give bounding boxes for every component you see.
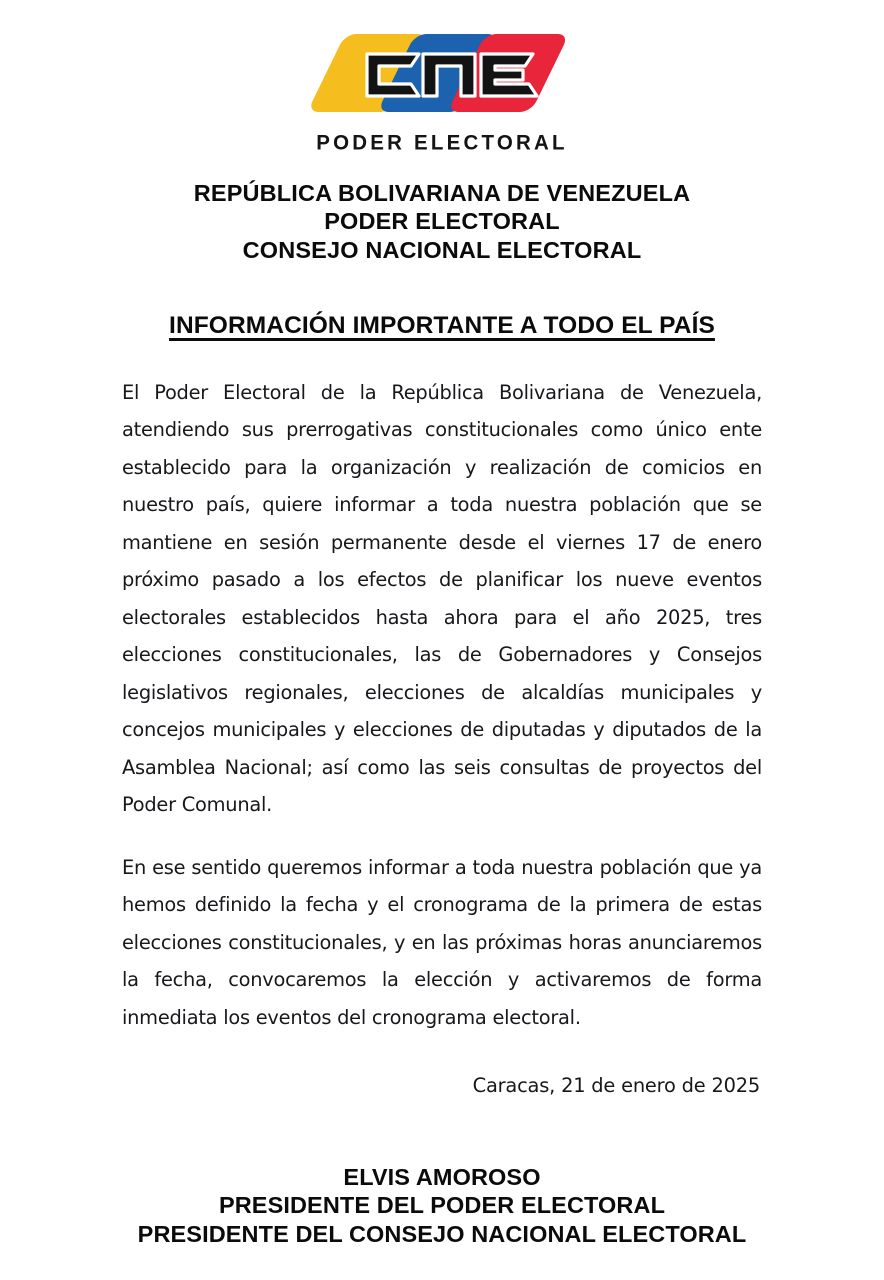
signatory-title-1: PRESIDENTE DEL PODER ELECTORAL xyxy=(218,1192,666,1219)
dateline: Caracas, 21 de enero de 2025 xyxy=(472,1074,760,1098)
signature-block xyxy=(12,1163,872,1250)
body-paragraph-2: En ese sentido queremos informar a toda nuestra población que ya hemos definido la fecha y el cronograma de la primera de estas elecciones constitucionales, y en las próximas horas anunciaremos la fecha, convocaremos la elección y activaremos de forma inmediata los eventos del cronograma electoral. xyxy=(122,855,762,1029)
cne-logo-icon xyxy=(307,18,577,130)
logo-subtitle: PODER ELECTORAL xyxy=(316,130,568,155)
heading-line-branch: PODER ELECTORAL xyxy=(324,208,560,235)
document-title: INFORMACIÓN IMPORTANTE A TODO EL PAÍS xyxy=(169,311,715,339)
heading-line-council: CONSEJO NACIONAL ELECTORAL xyxy=(242,237,642,264)
document-body xyxy=(122,340,762,1098)
body-paragraph-1: El Poder Electoral de la República Bolivariana de Venezuela, atendiendo sus prerrogativas constitucionales como único ente establecido para la organización y realización de comicios en nuestro país, quiere informar a toda nuestra población que se mantiene en sesión permanente desde el viernes 17 de enero próximo pasado a los efectos de planificar los nueve eventos electorales establecidos hasta ahora para el año 2025, tres elecciones constitucionales, las de Gobernadores y Consejos legislativos regionales, elecciones de alcaldías municipales y concejos municipales y elecciones de diputadas y diputados de la Asamblea Nacional; así como las seis consultas de proyectos del Poder Comunal. xyxy=(122,380,762,817)
signatory-title-2: PRESIDENTE DEL CONSEJO NACIONAL ELECTORAL xyxy=(137,1221,747,1248)
cne-logo-block xyxy=(12,0,872,155)
heading-line-country: REPÚBLICA BOLIVARIANA DE VENEZUELA xyxy=(193,179,691,206)
signatory-name: ELVIS AMOROSO xyxy=(343,1163,541,1190)
organization-heading xyxy=(12,179,872,266)
